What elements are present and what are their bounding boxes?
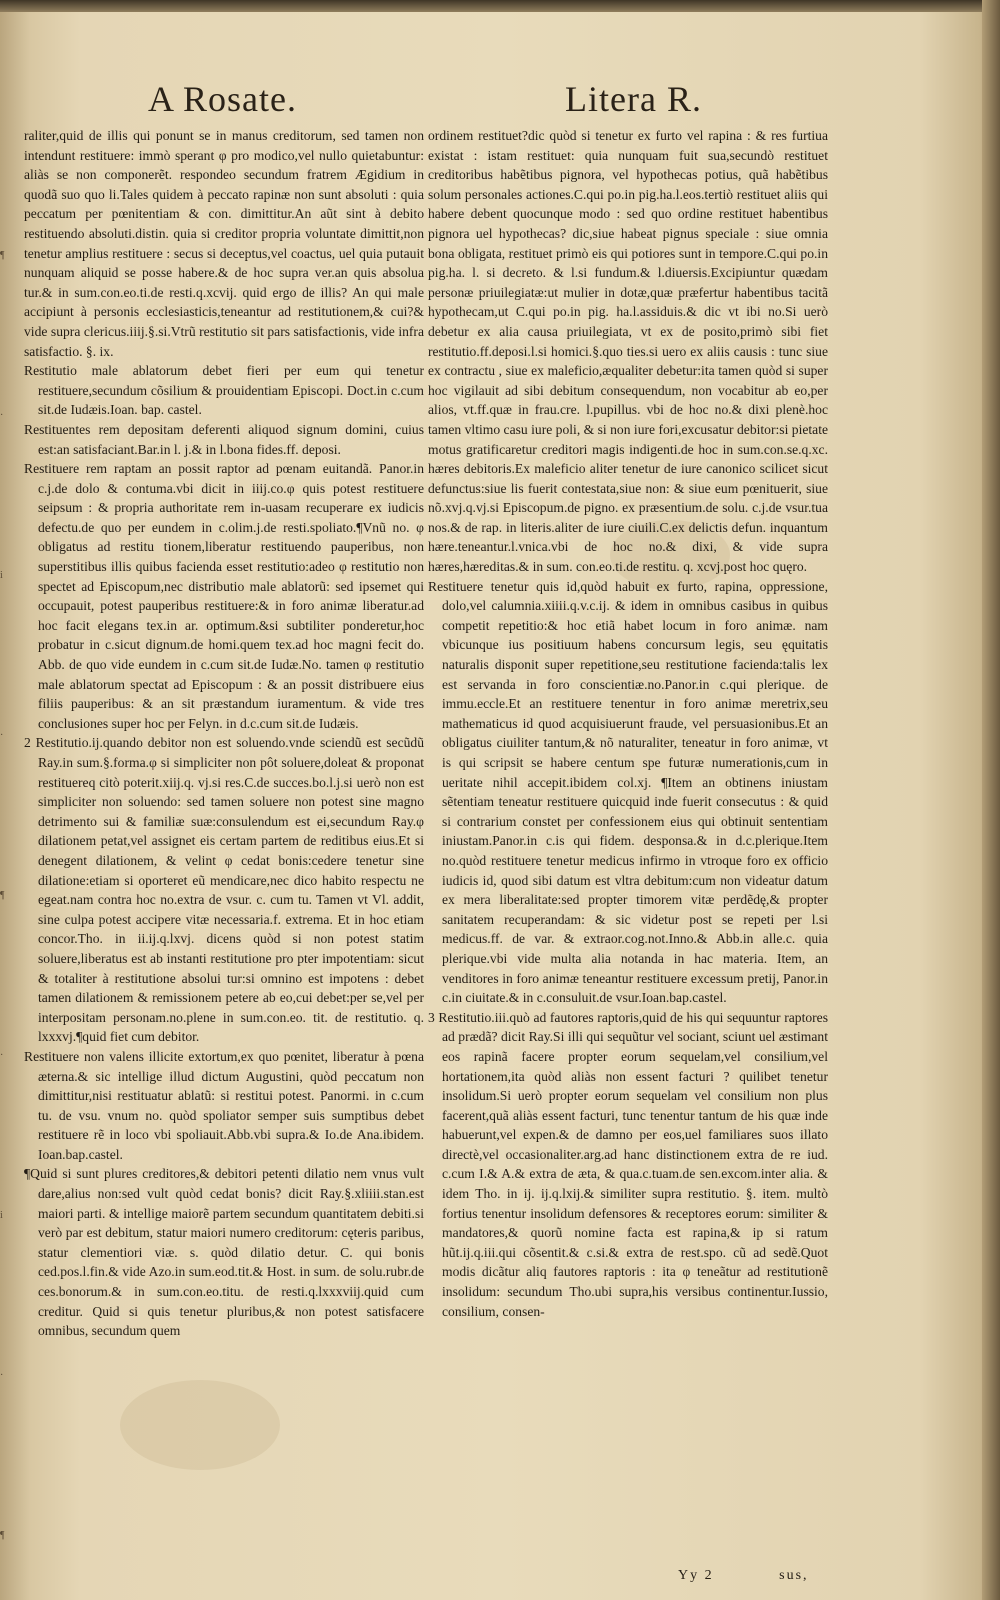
margin-mark: i	[0, 570, 3, 581]
paragraph: 3 Restitutio.iii.quò ad fautores raptoris,quid de his qui sequuntur raptores ad prædã? dicit Ray.Si illi qui sequũtur vel sociant, sciunt uel æstimant eos rapinã facere propter eorum sequelam,vel consilium,vel hortationem,ita quòd aliàs non essent facturi ? quilibet tenetur insolidum.Si uerò propter eorum sequelam vel consilium non plus facerent,quã aliàs essent facturi, tunc tenentur tantum de his quæ inde habuerunt,vel expen.& de damno per eos,uel familiares suos illato directè,vel occasionaliter.arg.ad hanc distinctionem extra de re iud. c.cum I.& A.& extra de æta, & qua.c.tuam.de sen.excom.inter alia. & idem Tho. in ij. ij.q.lxij.& similiter supra restitutio. §. item. multò fortius tenentur insolidum defensores & receptores eorum: similiter & mandatores,& quorũ nomine facta est rapina,& ip si ratum hũt.ij.q.iii.qui cõsentit.& c.si.& extra de rest.spo. cũ ad sedẽ.Quot modis dicãtur aliq fautores raptoris : ita φ teneãtur ad restitutionẽ insolidum: secundum Tho.ubi supra,his versibus continentur.Iussio, consilium, consen-	[428, 1009, 828, 1319]
margin-mark: ¶	[0, 890, 5, 901]
paragraph: Restitutio male ablatorum debet fieri per eum qui tenetur restituere,secundum cõsilium & prouidentiam Episcopi. Doct.in c.cum sit.de Iudæis.Ioan. bap. castel.	[24, 363, 424, 418]
catchword: sus,	[779, 1568, 809, 1583]
paper-stain	[120, 1380, 280, 1470]
margin-mark: i	[0, 1210, 3, 1221]
running-head-left: A Rosate.	[148, 79, 297, 119]
margin-mark: ·	[0, 410, 4, 421]
page-top-edge	[0, 0, 1000, 12]
margin-mark: ·	[0, 730, 4, 741]
left-text-column	[24, 126, 424, 1341]
running-head-right: Litera R.	[565, 79, 702, 119]
paragraph: ordinem restituet?dic quòd si tenetur ex furto vel rapina : & res furtiua existat : istam restituet: quia nunquam fuit sua,secundò restituet creditoribus habẽtibus pignora, vel hypothecas potius, quã habẽtibus solum personales actiones.C.qui po.in pig.ha.l.eos.tertiò restituet aliis qui habere debent quocunque modo : sed quo ordine restituet habentibus pignora uel hypothecas? dic,siue habeat pignus speciale : siue omnia bona obligata, restituet primò eis qui potiores sunt in tempore.C.qui po.in pig.ha. l. si decreto. & l.si fundum.& l.diuersis.Excipiuntur quædam personæ priuilegiatæ:ut mulier in dotæ,quæ præfertur habentibus tacitã hypothecam,ut C.qui po.in pig. ha.l.assiduis.& dic vt ibi no.Si uerò debetur ex alia causa priuilegiata, vt ex de posito,primò sibi fiet restitutio.ff.deposi.l.si homici.§.quo ties.si uero ex aliis causis : tunc siue ex contractu , siue ex maleficio,æqualiter debetur:ita tamen quòd si super hoc vigilauit ad sibi debitum consequendum, non vocabitur ab eo,per alios, vt.ff.quæ in frau.cre. l.pupillus. vbi de hoc no.& dixi plenè.hoc tamen vltimo casu iure poli, & si non iure fori,excusatur debitor:si pietate motus gratificaretur creditori magis indigenti.de hoc in sum.con.se.q.xc. hæres debitoris.Ex maleficio aliter tenetur de iure canonico scilicet sicut defunctus:siue lis fuerit contestata,siue non: & siue eum pœnituerit, siue nõ.xvj.q.vj.si Episcopum.de pigno. ex præsentium.de solu. c.j.de vsur.tua nos.& de rap. in literis.aliter de iure ciuili.C.ex delictis defun. inquantum hære.teneantur.l.vnica.vbi de hoc no.& dixi, & vide supra hæres,hæreditas.& in sum. con.eo.ti.de restitu. q. xcvj.post hoc quęro.	[428, 128, 828, 575]
paragraph: Restituere non valens illicite extortum,ex quo pœnitet, liberatur à pœna æterna.& sic intellige illud dictum Augustini, quòd peccatum non dimittitur,nisi restituatur ablatũ: si restitui potest. Panormi. in c.cum tu. de vsu. vnum no. quòd spoliator semper suis sumptibus debet restituere rẽ in loco vbi spoliauit.Abb.vbi supra.& Io.de Ana.ibidem. Ioan.bap.castel.	[24, 1048, 424, 1162]
margin-mark: ·	[0, 1050, 4, 1061]
margin-mark: ·	[0, 1370, 4, 1381]
right-text-column	[428, 126, 828, 1321]
left-margin-marks	[0, 126, 20, 1541]
paragraph: Restituere tenetur quis id,quòd habuit ex furto, rapina, oppressione, dolo,vel calumnia.xiiii.q.v.c.ij. & idem in omnibus casibus in quibus competit repetitio:& hoc etiã habet locum in foro animæ. nam vbicunque ius positiuum habens concursum legis, seu ęquitatis naturalis disponit super repetitione,seu restitutione facienda:talis lex est servanda in foro conscientiæ.no.Panor.in c.qui plerique. de immu.eccle.Et an restituere tenentur in foro animæ meretrix,seu mathematicus id quod acquisiuerunt fraude, vel persuasionibus.Et an obligatus ciuiliter tantum,& nõ naturaliter, teneatur in foro animæ, vt is qui scripsit se habere centum spe futuræ numerationis,cum in ueritate nihil accepit.ibidem col.xj. ¶Item an obtinens iniustam sẽtentiam teneatur restituere quicquid inde fuerit consecutus : & quid si contrarium constet per confessionem eius qui obtinuit sententiam iniustam.Panor.in c.is qui fidem. desponsa.& in d.c.plerique.Item no.quòd restituere tenetur medicus infirmo in vtroque foro ex officio iudicis id, quod sibi datum est vltra debitum:cum non videatur datum ex mera liberalitate:sed propter timorem vitæ perdẽdę,& propter sanitatem recuperandam: & sic videtur post se repeti per l.si medicus.ff. de var. & extraor.cog.not.Inno.& Abb.in alle.c. quia plerique.vbi vide multa alia notanda in hac materia. Item, an venditores in foro animæ teneantur restituere excessum pretij, Panor.in c.in ciuitate.& in c.consuluit.de vsur.Ioan.bap.castel.	[428, 578, 828, 1006]
signature-text: Yy 2	[678, 1568, 714, 1583]
margin-mark: ¶	[0, 250, 5, 261]
signature-mark	[678, 1568, 809, 1584]
paragraph: ¶Quid si sunt plures creditores,& debitori petenti dilatio nem vnus vult dare,alius non:sed vult quòd cedat bonis? dicit Ray.§.xliiii.stan.est maiori parti. & intellige maiorẽ partem secundum quantitatem debiti.si verò par est debitum, statur maiori numero creditorum: cęteris paribus, statur clementiori viæ. s. quòd dilatio detur. C. qui bonis ced.pos.l.fin.& vide Azo.in sum.eod.tit.& Host. in sum. de solu.rubr.de ces.bonorum.& in sum.con.eo.titu. de resti.q.lxxxviij.quid cum creditur. Quid si quis tenetur pluribus,& non potest satisfacere omnibus, secundum quem	[24, 1166, 424, 1339]
paragraph: Restituentes rem depositam deferenti aliquod signum domini, cuius est:an satisfaciant.Bar.in l. j.& in l.bona fides.ff. deposi.	[24, 421, 424, 457]
page-binding-edge	[982, 0, 1000, 1600]
margin-mark: ¶	[0, 1530, 5, 1541]
paragraph: raliter,quid de illis qui ponunt se in manus creditorum, sed tamen non intendunt restituere: immò sperant φ pro modico,vel nullo quietabuntur: aliàs se non componerẽt. respondeo secundum fratrem Ægidium in quodã suo quo li.Tales quidem à peccato rapinæ non sunt absoluti : quia peccatum per pœnitentiam & con. dimittitur.An aũt sint à debito restituendo absoluti.distin. quia si creditor propria voluntate dimittit,non tenetur amplius restituere : secus si deceptus,vel coactus, uel quia putauit nunquam aliquid se posse habere.& de hoc supra ver.an quis absolua tur.& in sum.con.eo.ti.de resti.q.xcvij. quid ergo de illis? An qui male accipiunt à personis ecclesiasticis,teneantur ad restitutionem,& cui?& vide supra clericus.iiij.§.si.Vtrũ restitutio sit pars satisfactionis, vide infra satisfactio. §. ix.	[24, 128, 424, 359]
paragraph: Restituere rem raptam an possit raptor ad pœnam euitandã. Panor.in c.j.de dolo & contuma.vbi dicit in iiij.co.φ quis potest restituere seipsum : & propria authoritate rem in-uasam recuperare ex iudicis defectu.de quo per eundem in c.olim.j.de resti.spoliato.¶Vnũ no. φ obligatus ad restitu tionem,liberatur restituendo pauperibus, non superstitibus illis quibus facienda esset restitutio:adeo φ restitutio non spectet ad Episcopum,nec distributio male ablatorũ: sed ipsemet qui occupauit, potest pauperibus restituere:& in foro animæ liberatur.ad hoc facit elegans tex.in ar. optimum.&si subtiliter ponderetur,hoc probatur in c.sicut dignum.de homi.quem tex.ad hoc magni fecit do. Abb. de quo vide eundem in c.cum sit.de Iudæ.No. tamen φ restitutio male ablatorum spectat ad Episcopum : & an possit distribuere eius filiis pauperibus: & an sit præstandum iuramentum. & vide tres conclusiones super hoc per Felyn. in d.c.cum sit.de Iudæis.	[24, 461, 424, 731]
paragraph: 2 Restitutio.ij.quando debitor non est soluendo.vnde sciendũ est secũdũ Ray.in sum.§.forma.φ si simpliciter non pôt soluere,doleat & proponat restituereq citò poterit.xiij.q. vj.si res.C.de succes.bo.l.j.si uerò non est simpliciter non soluendo: sed tamen soluere non potest sine magno detrimento sui & familiæ suæ:consulendum est ei,secundum Ray.φ dilationem petat,vel assignet eis certam partem de reditibus eius.Et si denegent dilationem, & velint φ cedat bonis:cedere tenetur sine dilatione:etiam si oporteret eũ mendicare,nec dico habito respectu ne egeat.nam contra hoc no.extra de vsur. c. cum tu. Tamen vt Vl. addit, sine culpa potest accipere vitæ necessaria.f. extrema. Et in hoc etiam concor.Tho. in ii.ij.q.lxvj. dicens quòd si non potest statim soluere,liberatus est ab instanti restitutione pro pter impotentiam: sicut & totaliter à restitutione absolui tur:si omnino est impotens : debet tamen dilationem & remissionem petere ab eo,cui debet:per se,vel per interpositam personam.no.plene in sum.con.eo. tit. de restitutio. q. lxxxvj.¶quid fiet cum debitor.	[24, 735, 424, 1045]
